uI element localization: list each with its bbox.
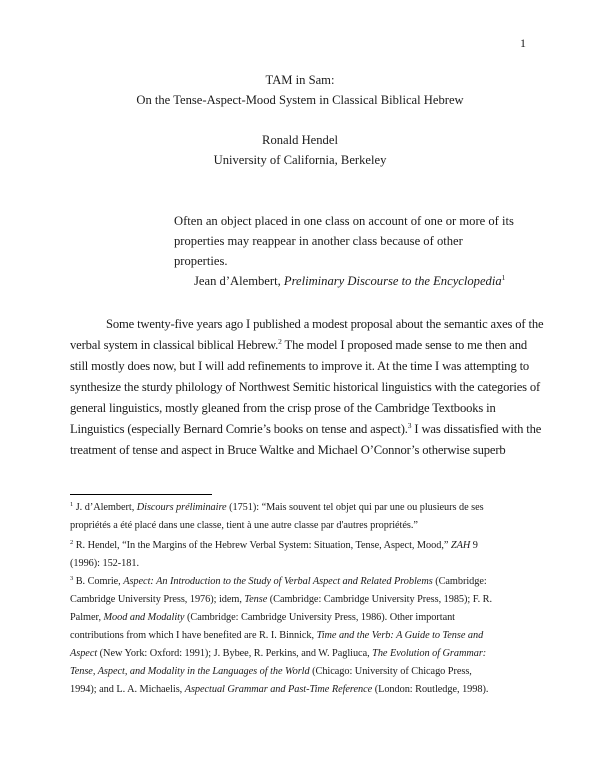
epigraph-attribution-name: Jean d’Alembert, — [194, 274, 284, 288]
footnote-divider — [70, 494, 212, 495]
author-affiliation: University of California, Berkeley — [213, 153, 387, 167]
body-line: still mostly does now, but I will add refinements to improve it. At the time I was attempting to — [70, 359, 530, 373]
body-line: verbal system in classical biblical Hebrew.$^2$ The model I proposed made sense to me then and — [70, 337, 527, 352]
body-paragraph — [70, 314, 544, 461]
epigraph-attribution-work: Preliminary Discourse to the Encyclopedia — [283, 274, 502, 288]
epigraph-attribution — [174, 271, 514, 291]
body-line: synthesize the sturdy philology of Northwest Semitic historical linguistics with the categories of — [70, 380, 541, 394]
epigraph-line-2: properties may reappear in another class because of other properties. — [174, 234, 463, 268]
body-line: Linguistics (especially Bernard Comrie’s books on tense and aspect).$^3$ I was dissatisfied with the — [70, 421, 542, 436]
footnote-ref-1[interactable]: 1 — [501, 273, 506, 282]
footnote-ref-2[interactable]: 2 — [278, 337, 282, 346]
author-name: Ronald Hendel — [262, 133, 338, 147]
footnote-ref-3[interactable]: 3 — [407, 421, 412, 430]
footnote-number: 1 — [70, 501, 74, 508]
footnote-2: $^2$ R. Hendel, “In the Margins of the Hebrew Verbal System: Situation, Tense, Aspect, Mood,” ZAH 9 (1996): 152-181. — [70, 539, 478, 569]
footnote-1: $^1$ J. d’Alembert, Discours préliminaire (1751): “Mais souvent tel objet qui par une ou plusieurs de ses propriétés a été placé dans une classe, tient à une autre classe par d'autres propriétés.” — [70, 501, 484, 531]
body-line: treatment of tense and aspect in Bruce Waltke and Michael O’Connor’s otherwise superb — [70, 443, 506, 457]
body-line: Some twenty-five years ago I published a modest proposal about the semantic axes of the — [106, 317, 544, 331]
footnote-number: 3 — [70, 575, 74, 582]
footnote-number: 2 — [70, 539, 74, 546]
page-number: 1 — [520, 36, 526, 50]
title-line-1: TAM in Sam: — [265, 73, 335, 87]
epigraph-line-1: Often an object placed in one class on account of one or more of its — [174, 214, 514, 228]
body-line: general linguistics, mostly gleaned from the crisp prose of the Cambridge Textbooks in — [70, 401, 496, 415]
epigraph — [174, 211, 514, 291]
title-line-2: On the Tense-Aspect-Mood System in Classical Biblical Hebrew — [136, 93, 464, 107]
footnote-3: $^3$ B. Comrie, Aspect: An Introduction to the Study of Verbal Aspect and Related Problems (Cambridge: Cambridge University Press, 1976); idem, Tense (Cambridge: Cambridge University Press, 1985); F. R. Palmer, Mood and Modality (Cambridge: Cambridge University Press, 1986). Other important contributions from which I have benefited are R. I. Binnick, Time and the Verb: A Guide to Tense and Aspect (New York: Oxford: 1991); J. Bybee, R. Perkins, and W. Pagliuca, The Evolution of Grammar: Tense, Aspect, and Modality in the Languages of the World (Chicago: University of Chicago Press, 1994); and L. A. Michaelis, Aspectual Grammar and Past-Time Reference (London: Routledge, 1998). — [70, 575, 492, 695]
